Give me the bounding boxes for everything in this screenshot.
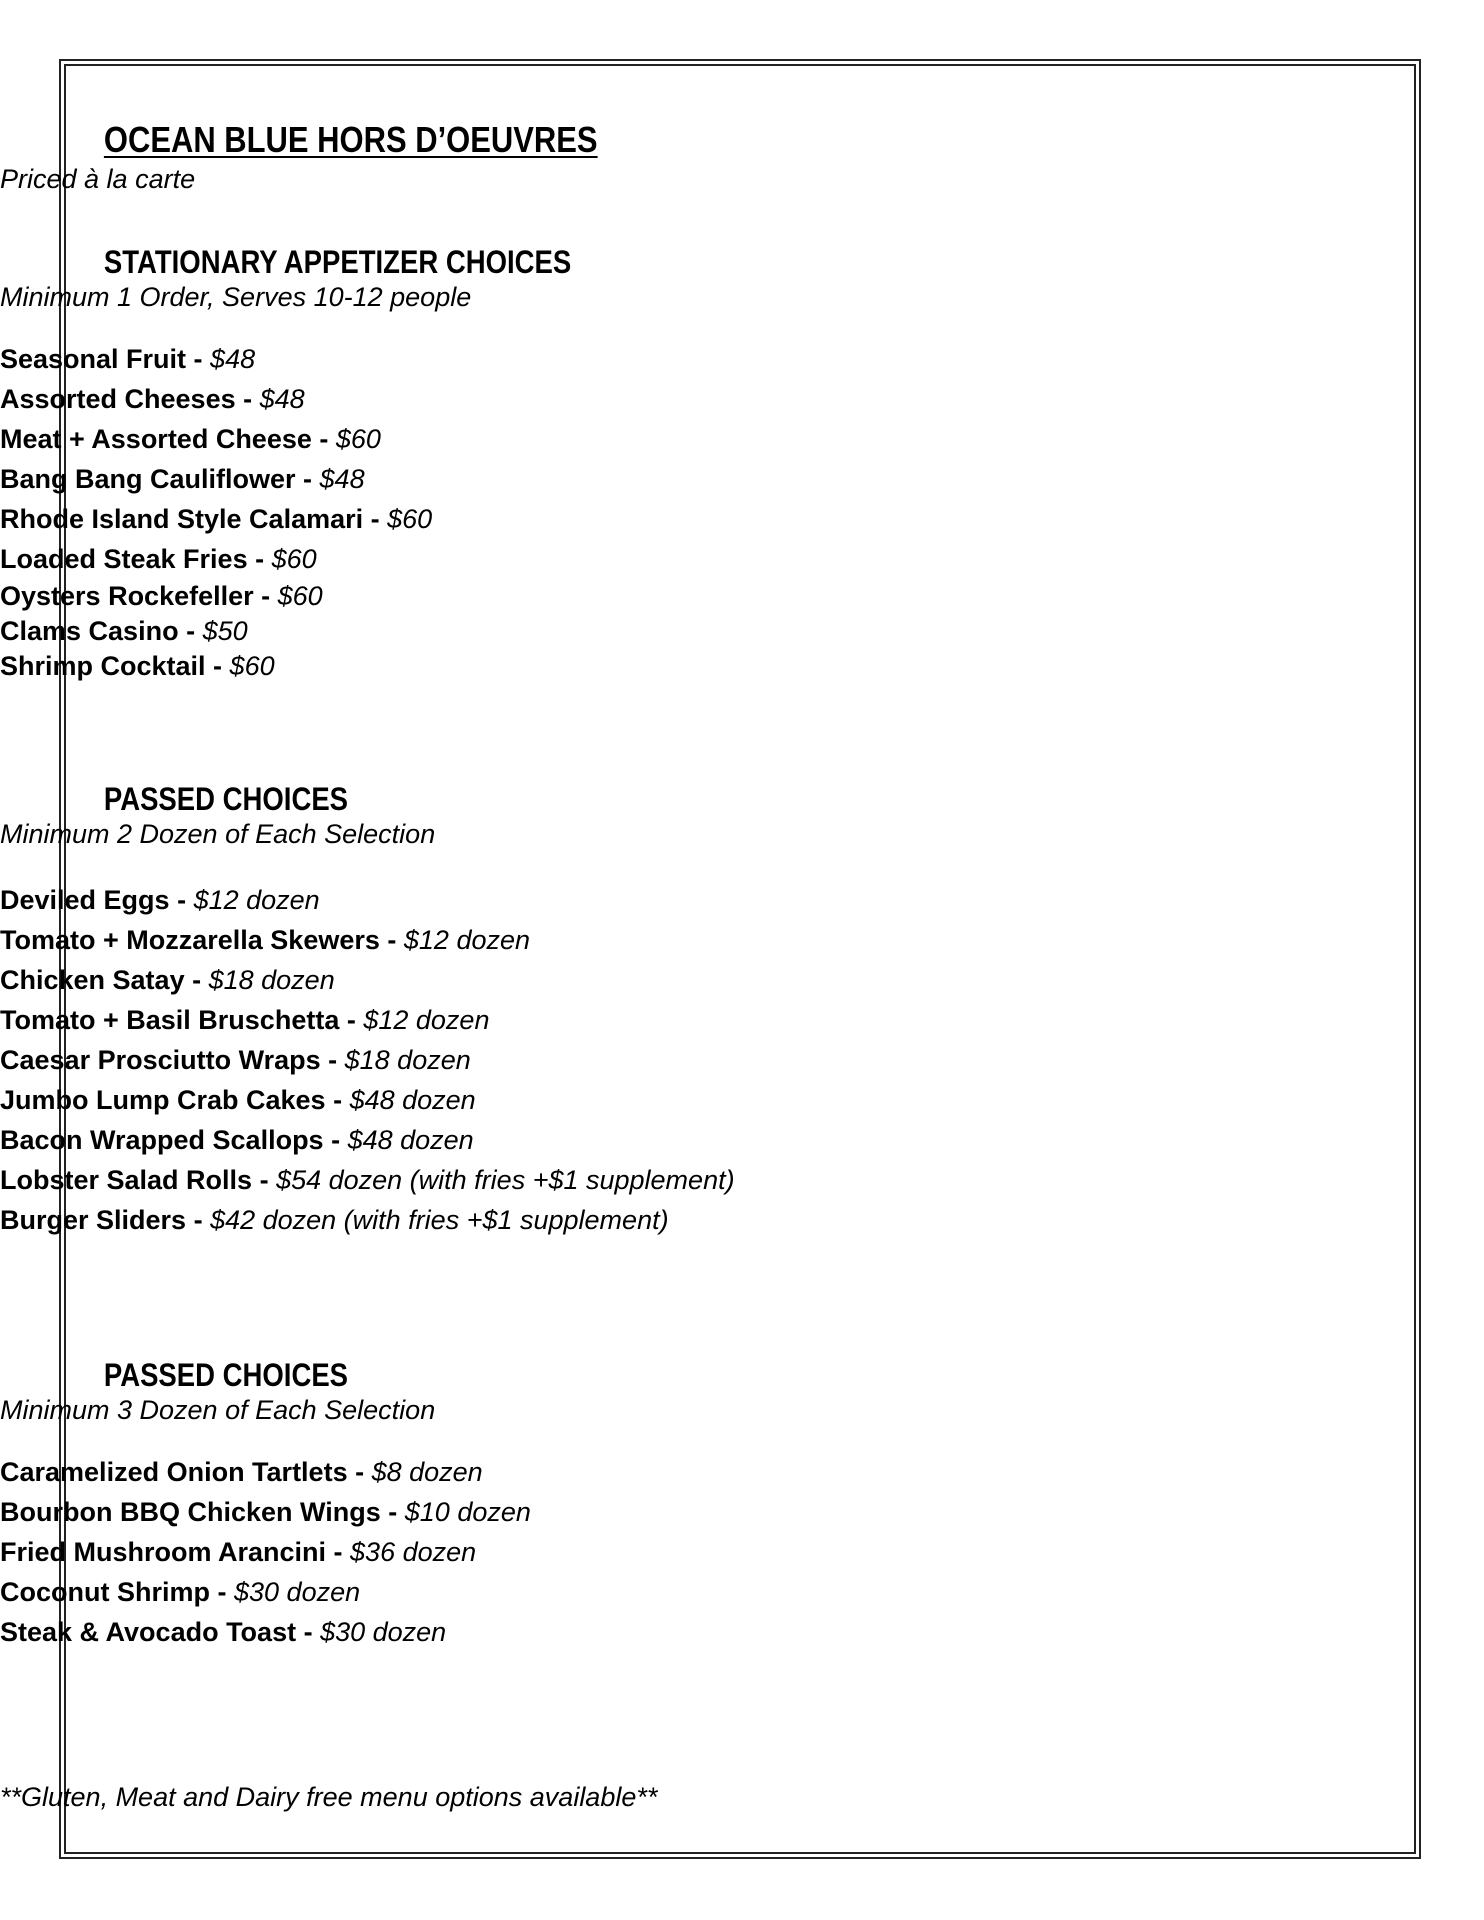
- menu-item-price: $60: [271, 544, 317, 574]
- menu-item: [0, 960, 1484, 1000]
- menu-item-name: Rhode Island Style Calamari: [0, 504, 364, 534]
- menu-item-list: [0, 880, 1484, 1240]
- menu-item-separator: -: [296, 1617, 321, 1647]
- section-passed-choices-3-dozen: [0, 1356, 1484, 1652]
- menu-item-name: Assorted Cheeses: [0, 384, 236, 414]
- menu-item-separator: -: [253, 581, 278, 611]
- dietary-options-note: **Gluten, Meat and Dairy free menu options available**: [0, 1782, 658, 1812]
- menu-item-separator: -: [311, 424, 336, 454]
- menu-item-price: $36 dozen: [350, 1537, 477, 1567]
- menu-item-price: $18 dozen: [344, 1045, 471, 1075]
- menu-item-separator: -: [320, 1045, 345, 1075]
- menu-item-list: [0, 1452, 1484, 1652]
- menu-item-separator: -: [235, 384, 260, 414]
- menu-item-name: Caramelized Onion Tartlets: [0, 1457, 348, 1487]
- menu-subtitle: Priced à la carte: [0, 164, 196, 194]
- menu-item: [0, 1080, 1484, 1120]
- menu-item-price: $12 dozen: [403, 925, 531, 955]
- menu-item-name: Caesar Prosciutto Wraps: [0, 1045, 321, 1075]
- menu-item-price: $48: [319, 464, 365, 494]
- menu-item-name: Jumbo Lump Crab Cakes: [0, 1085, 326, 1115]
- menu-item-name: Clams Casino: [0, 616, 179, 646]
- menu-item: [0, 339, 1484, 379]
- menu-item-name: Oysters Rockefeller: [0, 581, 254, 611]
- menu-item-separator: -: [186, 1205, 211, 1235]
- menu-item-separator: -: [295, 464, 320, 494]
- menu-item-separator: -: [347, 1457, 372, 1487]
- menu-item-price: $42 dozen (with fries +$1 supplement): [210, 1205, 669, 1235]
- menu-item: [0, 649, 1484, 684]
- menu-item-separator: -: [379, 925, 404, 955]
- menu-item: [0, 1572, 1484, 1612]
- menu-item-separator: -: [339, 1005, 364, 1035]
- menu-item: [0, 459, 1484, 499]
- menu-item-name: Deviled Eggs: [0, 885, 170, 915]
- menu-item: [0, 880, 1484, 920]
- menu-item-name: Bacon Wrapped Scallops: [0, 1125, 324, 1155]
- section-heading: STATIONARY APPETIZER CHOICES: [103, 244, 572, 280]
- menu-item-price: $10 dozen: [404, 1497, 531, 1527]
- menu-item-name: Tomato + Mozzarella Skewers: [0, 925, 380, 955]
- menu-item-price: $54 dozen (with fries +$1 supplement): [276, 1165, 735, 1195]
- menu-item: [0, 379, 1484, 419]
- section-note: Minimum 1 Order, Serves 10-12 people: [0, 282, 472, 312]
- menu-title: OCEAN BLUE HORS D’OEUVRES: [103, 119, 598, 160]
- menu-item-price: $60: [335, 424, 381, 454]
- menu-item-separator: -: [178, 616, 203, 646]
- menu-item: [0, 1040, 1484, 1080]
- menu-item-name: Steak & Avocado Toast: [0, 1617, 297, 1647]
- section-note: Minimum 3 Dozen of Each Selection: [0, 1395, 436, 1425]
- menu-item: [0, 539, 1484, 579]
- menu-item-price: $18 dozen: [208, 965, 335, 995]
- menu-item: [0, 499, 1484, 539]
- menu-item: [0, 1612, 1484, 1652]
- menu-item: [0, 1452, 1484, 1492]
- menu-item: [0, 920, 1484, 960]
- menu-item-price: $8 dozen: [371, 1457, 483, 1487]
- menu-item-separator: -: [247, 544, 272, 574]
- menu-item-name: Shrimp Cocktail: [0, 651, 206, 681]
- menu-item-price: $48 dozen: [347, 1125, 474, 1155]
- menu-item-price: $48: [210, 344, 256, 374]
- menu-item-separator: -: [252, 1165, 277, 1195]
- menu-item-name: Lobster Salad Rolls: [0, 1165, 253, 1195]
- menu-item: [0, 614, 1484, 649]
- menu-item-separator: -: [169, 885, 194, 915]
- menu-item: [0, 1000, 1484, 1040]
- menu-item-separator: -: [325, 1085, 350, 1115]
- menu-item-separator: -: [205, 651, 230, 681]
- menu-item: [0, 1492, 1484, 1532]
- menu-item-separator: -: [363, 504, 388, 534]
- menu-item: [0, 579, 1484, 614]
- menu-item: [0, 1532, 1484, 1572]
- menu-item-separator: -: [210, 1577, 234, 1607]
- menu-item: [0, 1160, 1484, 1200]
- menu-item: [0, 419, 1484, 459]
- menu-item-name: Seasonal Fruit: [0, 344, 187, 374]
- menu-item-name: Burger Sliders: [0, 1205, 187, 1235]
- menu-item-separator: -: [326, 1537, 351, 1567]
- menu-item-name: Meat + Assorted Cheese: [0, 424, 312, 454]
- section-passed-choices-2-dozen: [0, 780, 1484, 1240]
- menu-item-name: Coconut Shrimp: [0, 1577, 210, 1607]
- menu-item-list: [0, 339, 1484, 684]
- menu-item-separator: -: [323, 1125, 348, 1155]
- menu-item-price: $12 dozen: [363, 1005, 490, 1035]
- menu-item-price: $48 dozen: [349, 1085, 476, 1115]
- section-stationary-appetizers: [0, 243, 1484, 684]
- menu-item-name: Fried Mushroom Arancini: [0, 1537, 327, 1567]
- menu-item-name: Bang Bang Cauliflower: [0, 464, 296, 494]
- menu-item-separator: -: [186, 344, 211, 374]
- menu-item: [0, 1120, 1484, 1160]
- menu-item-name: Chicken Satay: [0, 965, 185, 995]
- menu-item-price: $48: [259, 384, 305, 414]
- menu-item-price: $50: [202, 616, 248, 646]
- menu-item-price: $12 dozen: [193, 885, 320, 915]
- menu-item-name: Loaded Steak Fries: [0, 544, 248, 574]
- menu-item-price: $60: [229, 651, 275, 681]
- section-heading: PASSED CHOICES: [103, 1357, 349, 1393]
- menu-item-name: Tomato + Basil Bruschetta: [0, 1005, 340, 1035]
- menu-item-separator: -: [380, 1497, 405, 1527]
- menu-item-price: $30 dozen: [320, 1617, 447, 1647]
- menu-item-price: $60: [387, 504, 433, 534]
- section-note: Minimum 2 Dozen of Each Selection: [0, 819, 436, 849]
- menu-item-separator: -: [184, 965, 209, 995]
- menu-item-name: Bourbon BBQ Chicken Wings: [0, 1497, 381, 1527]
- menu-item-price: $60: [277, 581, 323, 611]
- menu-item: [0, 1200, 1484, 1240]
- menu-item-price: $30 dozen: [234, 1577, 361, 1607]
- section-heading: PASSED CHOICES: [103, 781, 349, 817]
